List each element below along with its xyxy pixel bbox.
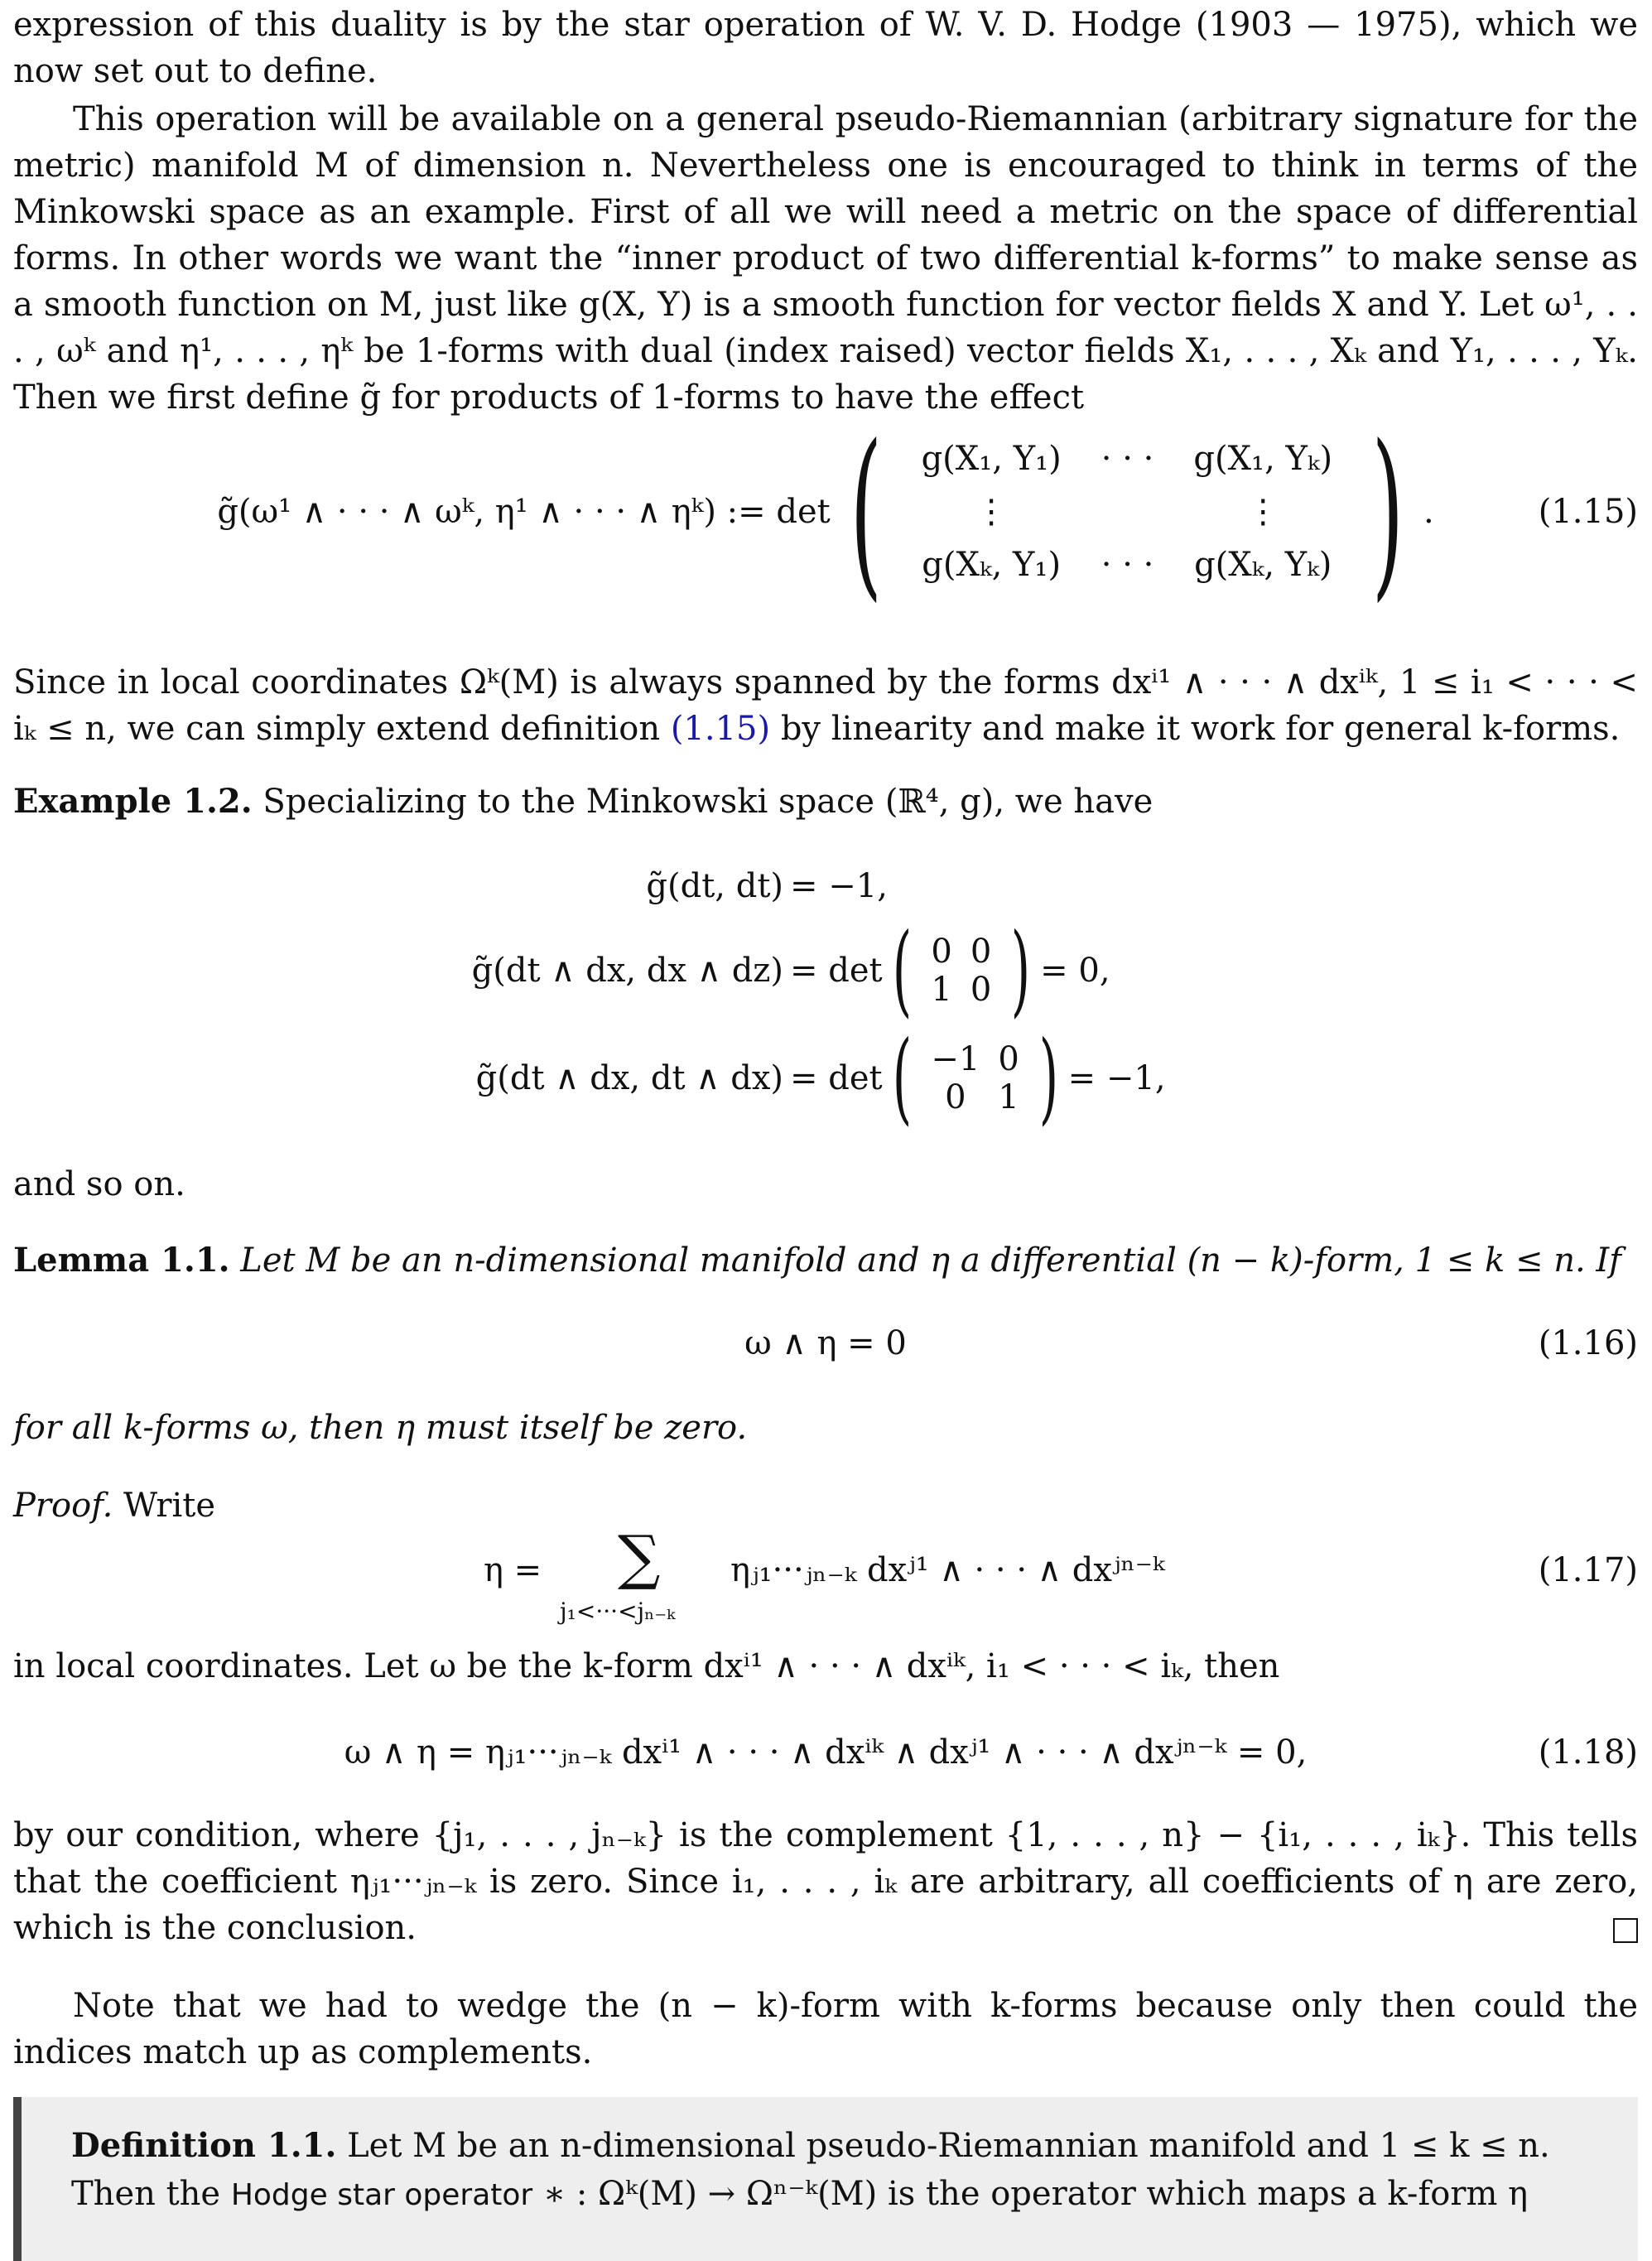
hodge-star-term: Hodge star operator <box>230 2178 533 2212</box>
example-line-3 <box>13 1020 1638 1135</box>
lemma-label: Lemma 1.1. <box>13 1241 230 1280</box>
matrix-cell: 0 <box>931 933 952 971</box>
matrix-cell: g(Xₖ, Yₖ) <box>1194 546 1332 584</box>
paragraph-2: This operation will be available on a general pseudo-Riemannian (arbitrary signature for the metric) manifold M of dimension n. Nevertheless one is encouraged to think in terms of the Minkowski space as an example. First of all we will need a metric on the space of differential forms. In other words we want the “inner product of two differential k-forms” to make sense as a smooth function on M, just like g(X, Y) is a smooth function for vector fields X and Y. Let ω¹, . . . , ωᵏ and η¹, . . . , ηᵏ be 1-forms with dual (index raised) vector fields X₁, . . . , Xₖ and Y₁, . . . , Yₖ. Then we first define g̃ for products of 1-forms to have the effect <box>13 100 1638 417</box>
eq115-end: . <box>1423 493 1434 531</box>
equation-1-15 <box>13 406 1638 618</box>
lemma-after: for all k-forms ω, then η must itself be zero. <box>13 1409 748 1447</box>
equation-number: (1.15) <box>1538 493 1638 531</box>
paragraph-3-text: by linearity and make it work for general k-forms. <box>770 710 1621 748</box>
matrix-cell: 0 <box>970 971 992 1009</box>
example-rhs: = −1, <box>1067 1059 1166 1097</box>
matrix-cell: 0 <box>970 933 992 971</box>
equation-number: (1.16) <box>1538 1324 1638 1362</box>
right-paren: ) <box>1371 406 1404 618</box>
sum-symbol: ∑ <box>618 1522 661 1592</box>
example-matrix <box>883 1020 1068 1135</box>
example-det: = det <box>790 952 883 990</box>
equation-1-16 <box>13 1319 1638 1368</box>
paragraph-1: expression of this duality is by the star operation of W. V. D. Hodge (1903 — 1975), which we now set out to define. <box>13 6 1638 90</box>
matrix-cell: · · · <box>1101 440 1154 478</box>
lemma-statement <box>13 1237 1638 1284</box>
equation-1-18 <box>13 1728 1638 1777</box>
eq117-sub: j₁<···<jₙ₋ₖ <box>560 1598 676 1625</box>
left-paren: ( <box>892 913 912 1028</box>
equation-number: (1.18) <box>1538 1733 1638 1772</box>
example-lhs: g̃(dt ∧ dx, dt ∧ dx) <box>475 1059 783 1097</box>
lemma-text: Let M be an n-dimensional manifold and η a differential (n − k)-form, 1 ≤ k ≤ n. If <box>229 1241 1621 1280</box>
matrix-cell: 0 <box>945 1078 966 1116</box>
paragraph-3-text: Since in local coordinates Ωᵏ(M) is always spanned by the forms dxⁱ¹ ∧ · · · ∧ dxⁱᵏ, 1 ≤ i₁ < · · · < iₖ ≤ n, we can simply extend definition <box>13 663 1638 748</box>
proof-middle: in local coordinates. Let ω be the k-form dxⁱ¹ ∧ · · · ∧ dxⁱᵏ, i₁ < · · · < iₖ, then <box>13 1647 1280 1685</box>
example-rhs: = 0, <box>1040 952 1110 990</box>
matrix-cell <box>1081 485 1174 538</box>
proof-write: Write <box>113 1487 215 1525</box>
proof-start <box>13 1482 1638 1529</box>
paragraph-3 <box>13 659 1638 752</box>
definition-box <box>13 2097 1638 2261</box>
equation-1-17 <box>13 1524 1638 1623</box>
example-label: Example 1.2. <box>13 782 253 821</box>
definition-label: Definition 1.1. <box>71 2126 337 2165</box>
matrix-cell: ⋮ <box>1246 493 1280 531</box>
proof-end: by our condition, where {j₁, . . . , jₙ₋ₖ} is the complement {1, . . . , n} − {i₁, . . . , iₖ}. This tells that the coefficient ηⱼ₁···ⱼₙ₋ₖ is zero. Since i₁, . . . , iₖ are arbitrary, all coefficients of η are zero, which is the conclusion. <box>13 1816 1638 1947</box>
example-after: and so on. <box>13 1165 185 1203</box>
example-lhs: g̃(dt, dt) <box>646 867 783 905</box>
eq117-rhs: ηⱼ₁···ⱼₙ₋ₖ dxʲ¹ ∧ · · · ∧ dxʲⁿ⁻ᵏ <box>730 1551 1165 1589</box>
left-paren: ( <box>892 1020 912 1135</box>
equation-ref-link[interactable]: (1.15) <box>670 710 771 748</box>
qed-square <box>1613 1918 1638 1943</box>
matrix-cell: −1 <box>931 1040 980 1078</box>
example-det: = det <box>790 1059 883 1097</box>
note-paragraph: Note that we had to wedge the (n − k)-form with k-forms because only then could the indices match up as complements. <box>13 1987 1638 2071</box>
right-paren: ) <box>1038 1020 1058 1135</box>
eq115-lhs: g̃(ω¹ ∧ · · · ∧ ωᵏ, η¹ ∧ · · · ∧ ηᵏ) := det <box>217 493 831 531</box>
example-rhs: = −1, <box>790 867 888 905</box>
example-matrix <box>883 913 1041 1028</box>
matrix-cell: 1 <box>931 971 952 1009</box>
eq116: ω ∧ η = 0 <box>744 1324 907 1362</box>
example-line-1 <box>13 861 1638 911</box>
example-lhs: g̃(dt ∧ dx, dx ∧ dz) <box>471 952 783 990</box>
definition-text: Let M be an n-dimensional pseudo-Riemannian manifold and 1 ≤ k ≤ n. Then the <box>71 2127 1550 2213</box>
matrix-cell: g(X₁, Yₖ) <box>1193 440 1333 478</box>
matrix-cell: · · · <box>1101 546 1154 584</box>
eq115-matrix <box>831 406 1423 618</box>
example-line-2 <box>13 913 1638 1028</box>
example-intro <box>13 779 1638 825</box>
eq117-lhs: η = <box>484 1551 542 1589</box>
matrix-cell: g(Xₖ, Y₁) <box>922 546 1062 584</box>
left-paren: ( <box>850 406 882 618</box>
equation-number: (1.17) <box>1538 1551 1638 1589</box>
right-paren: ) <box>1011 913 1031 1028</box>
example-text: Specializing to the Minkowski space (ℝ⁴, g), we have <box>252 783 1154 821</box>
matrix-cell: ⋮ <box>975 493 1009 531</box>
matrix-cell: 1 <box>998 1078 1019 1116</box>
proof-label: Proof. <box>13 1487 113 1525</box>
eq118: ω ∧ η = ηⱼ₁···ⱼₙ₋ₖ dxⁱ¹ ∧ · · · ∧ dxⁱᵏ ∧ dxʲ¹ ∧ · · · ∧ dxʲⁿ⁻ᵏ = 0, <box>344 1733 1308 1772</box>
matrix-cell: 0 <box>998 1040 1019 1078</box>
definition-text: ∗ : Ωᵏ(M) → Ωⁿ⁻ᵏ(M) is the operator which maps a k-form η <box>532 2175 1529 2213</box>
matrix-cell: g(X₁, Y₁) <box>921 440 1062 478</box>
